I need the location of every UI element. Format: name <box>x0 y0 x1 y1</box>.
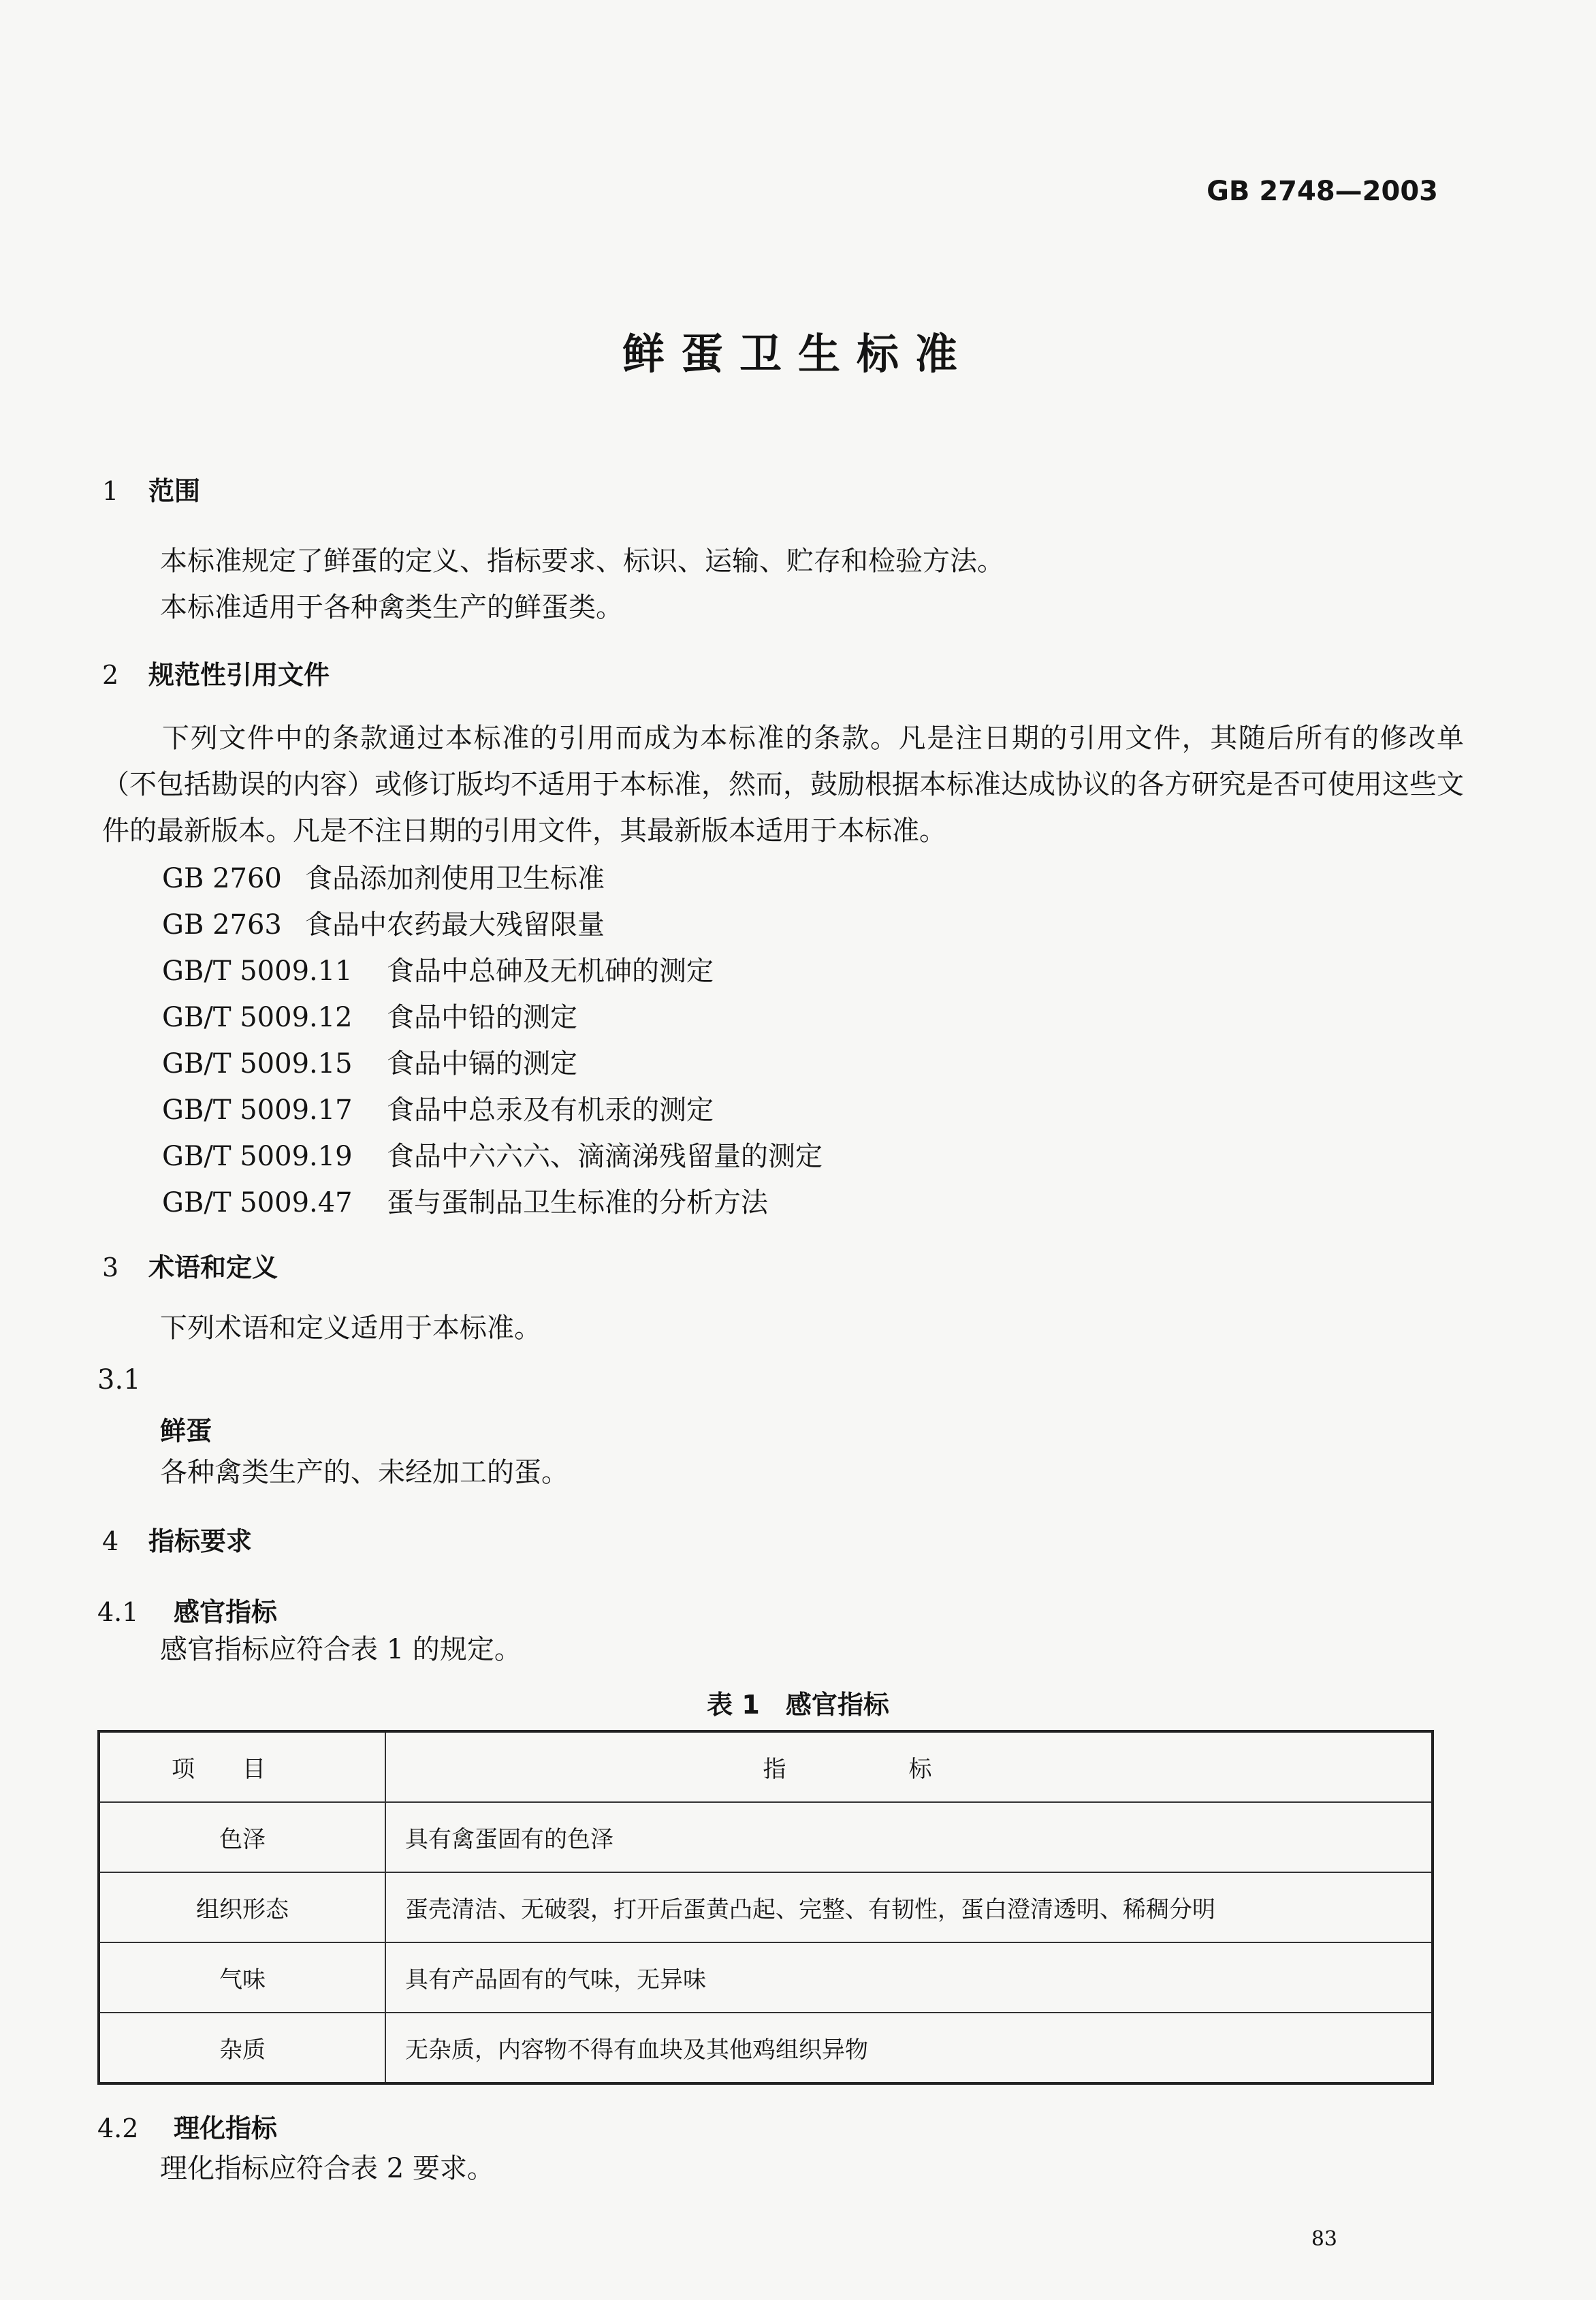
reference-code: GB/T 5009.17 <box>162 1094 353 1126</box>
table-header-row <box>99 1731 1433 1802</box>
item-cell: 色泽 <box>99 1802 385 1872</box>
table-row <box>99 2013 1433 2083</box>
paragraph: 感官指标应符合表 1 的规定。 <box>160 1634 522 1665</box>
item-cell: 杂质 <box>99 2013 385 2083</box>
table-row <box>99 1942 1433 2013</box>
section-2-heading <box>102 654 330 691</box>
value-cell: 具有禽蛋固有的色泽 <box>385 1802 1433 1872</box>
reference-item <box>162 996 577 1035</box>
reference-name: 食品中镉的测定 <box>387 1048 577 1080</box>
sensory-index-table <box>97 1730 1434 2085</box>
section-1-heading <box>102 470 200 507</box>
section-title: 范围 <box>148 476 201 506</box>
column-header: 项目 <box>99 1731 385 1802</box>
reference-item <box>162 903 605 942</box>
item-cell: 气味 <box>99 1942 385 2013</box>
reference-item <box>162 949 714 988</box>
section-title: 规范性引用文件 <box>148 660 330 690</box>
reference-name: 食品添加剂使用卫生标准 <box>305 863 605 894</box>
section-number: 4 <box>102 1526 119 1556</box>
table-row <box>99 1802 1433 1872</box>
value-cell: 蛋壳清洁、无破裂，打开后蛋黄凸起、完整、有韧性，蛋白澄清透明、稀稠分明 <box>385 1872 1433 1942</box>
column-header: 指标 <box>385 1731 1433 1802</box>
reference-name: 蛋与蛋制品卫生标准的分析方法 <box>387 1187 768 1218</box>
reference-code: GB 2763 <box>162 909 282 941</box>
section-number: 2 <box>102 660 119 690</box>
reference-item <box>162 857 605 896</box>
subsection-number: 4.2 <box>97 2113 139 2143</box>
subsection-title: 理化指标 <box>174 2113 278 2143</box>
table-caption: 表 1 感官指标 <box>707 1690 889 1720</box>
reference-item <box>162 1042 577 1081</box>
reference-item <box>162 1181 768 1220</box>
subsection-number: 4.1 <box>97 1597 139 1627</box>
value-cell: 无杂质，内容物不得有血块及其他鸡组织异物 <box>385 2013 1433 2083</box>
reference-code: GB/T 5009.12 <box>162 1002 353 1033</box>
reference-name: 食品中总砷及无机砷的测定 <box>387 956 714 987</box>
section-title: 指标要求 <box>148 1526 253 1556</box>
section-number: 1 <box>102 476 119 506</box>
section-title: 术语和定义 <box>148 1253 278 1282</box>
section-3-heading <box>102 1246 278 1284</box>
page-number: 83 <box>1311 2227 1337 2251</box>
reference-code: GB/T 5009.15 <box>162 1048 353 1080</box>
reference-code: GB 2760 <box>162 863 282 894</box>
intro-paragraph: 下列文件中的条款通过本标准的引用而成为本标准的条款。凡是注日期的引用文件，其随后所有的修改单（不包括勘误的内容）或修订版均不适用于本标准，然而，鼓励根据本标准达成协议的各方研究是否可使用这些文件的最新版本。凡是不注日期的引用文件，其最新版本适用于本标准。 <box>102 723 1464 847</box>
subsection-title: 感官指标 <box>174 1597 278 1627</box>
section-4-heading <box>102 1520 252 1558</box>
reference-code: GB/T 5009.19 <box>162 1141 353 1172</box>
reference-item <box>162 1135 823 1173</box>
subsection-4-1-heading <box>97 1591 277 1628</box>
definition: 各种禽类生产的、未经加工的蛋。 <box>160 1457 569 1488</box>
paragraph: 理化指标应符合表 2 要求。 <box>160 2153 494 2184</box>
paragraph: 下列术语和定义适用于本标准。 <box>160 1312 541 1344</box>
reference-name: 食品中总汞及有机汞的测定 <box>387 1094 714 1126</box>
table-row <box>99 1872 1433 1942</box>
value-cell: 具有产品固有的气味，无异味 <box>385 1942 1433 2013</box>
reference-name: 食品中六六六、滴滴涕残留量的测定 <box>387 1141 823 1172</box>
reference-name: 食品中铅的测定 <box>387 1002 577 1033</box>
term: 鲜蛋 <box>160 1416 212 1446</box>
item-cell: 组织形态 <box>99 1872 385 1942</box>
subsection-number: 3.1 <box>97 1364 141 1396</box>
reference-code: GB/T 5009.47 <box>162 1187 353 1218</box>
paragraph: 本标准规定了鲜蛋的定义、指标要求、标识、运输、贮存和检验方法。 <box>160 546 1004 577</box>
paragraph: 本标准适用于各种禽类生产的鲜蛋类。 <box>160 592 623 623</box>
document-title: 鲜蛋卫生标准 <box>622 329 974 379</box>
reference-name: 食品中农药最大残留限量 <box>305 909 605 941</box>
reference-code: GB/T 5009.11 <box>162 956 353 987</box>
standard-code: GB 2748—2003 <box>1207 176 1438 207</box>
reference-item <box>162 1088 714 1127</box>
section-number: 3 <box>102 1253 119 1282</box>
subsection-4-2-heading <box>97 2107 277 2145</box>
